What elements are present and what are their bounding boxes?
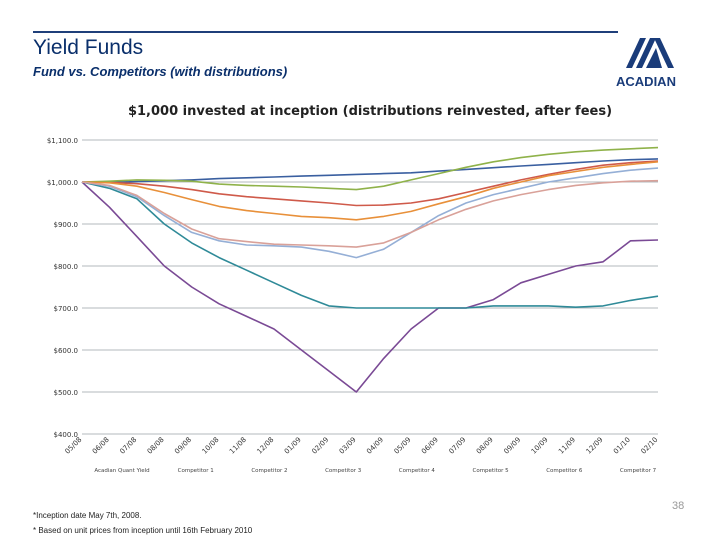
x-tick-label: 08/08: [145, 435, 166, 456]
legend-label: Acadian Quant Yield: [94, 468, 150, 474]
x-tick-label: 03/09: [337, 435, 358, 456]
series-line: [82, 148, 658, 190]
x-tick-label: 06/08: [90, 435, 111, 456]
y-tick-label: $900.0: [53, 221, 78, 229]
x-tick-label: 10/09: [529, 435, 550, 456]
legend-label: Competitor 2: [251, 468, 288, 474]
y-tick-label: $400.0: [53, 431, 78, 439]
x-tick-label: 06/09: [420, 435, 440, 456]
x-tick-label: 05/08: [63, 435, 84, 456]
chart-title: $1,000 invested at inception (distributions reinvested, after fees): [127, 104, 613, 119]
x-tick-label: 02/09: [310, 435, 331, 456]
y-tick-label: $800.0: [53, 263, 78, 271]
x-tick-label: 11/08: [228, 435, 248, 456]
series-lines: [82, 148, 658, 392]
page-number: 38: [672, 500, 685, 512]
legend: [94, 468, 656, 474]
line-chart: [30, 96, 670, 496]
x-tick-label: 07/08: [118, 435, 139, 456]
x-tick-label: 07/09: [447, 435, 468, 456]
footnote-inception: *Inception date May 7th, 2008.: [33, 511, 142, 520]
y-tick-label: $1,100.0: [46, 137, 78, 145]
x-tick-label: 01/10: [612, 435, 632, 456]
y-tick-label: $500.0: [53, 389, 78, 397]
x-tick-label: 12/08: [255, 435, 276, 456]
series-line: [82, 168, 658, 258]
y-tick-label: $700.0: [53, 305, 78, 313]
legend-label: Competitor 6: [546, 468, 583, 474]
footnote-prices: * Based on unit prices from inception until 16th February 2010: [33, 526, 253, 535]
slide-title: Yield Funds: [33, 36, 144, 59]
series-line: [82, 181, 658, 247]
legend-label: Competitor 4: [398, 468, 435, 474]
logo-text: ACADIAN: [616, 74, 676, 89]
legend-label: Competitor 7: [619, 468, 657, 474]
y-axis-ticks: [47, 137, 78, 439]
x-tick-label: 09/09: [502, 435, 523, 456]
y-tick-label: $1,000.0: [46, 179, 78, 187]
gridlines: [82, 140, 658, 434]
series-line: [82, 182, 658, 392]
y-tick-label: $600.0: [53, 347, 78, 355]
x-tick-label: 05/09: [392, 435, 413, 456]
legend-label: Competitor 3: [325, 468, 362, 474]
acadian-logo: [606, 28, 686, 92]
x-tick-label: 09/08: [173, 435, 194, 456]
x-tick-label: 10/08: [200, 435, 221, 456]
x-tick-label: 08/09: [474, 435, 495, 456]
x-tick-label: 04/09: [365, 435, 386, 456]
header-rule: [33, 31, 618, 33]
x-tick-label: 11/09: [557, 435, 578, 456]
x-tick-label: 12/09: [584, 435, 605, 456]
series-line: [82, 161, 658, 206]
legend-label: Competitor 1: [177, 468, 214, 474]
x-tick-label: 01/09: [282, 435, 303, 456]
legend-label: Competitor 5: [472, 468, 509, 474]
slide-subtitle: Fund vs. Competitors (with distributions): [33, 64, 288, 79]
x-tick-label: 02/10: [639, 435, 660, 456]
x-axis-ticks: [63, 436, 659, 456]
